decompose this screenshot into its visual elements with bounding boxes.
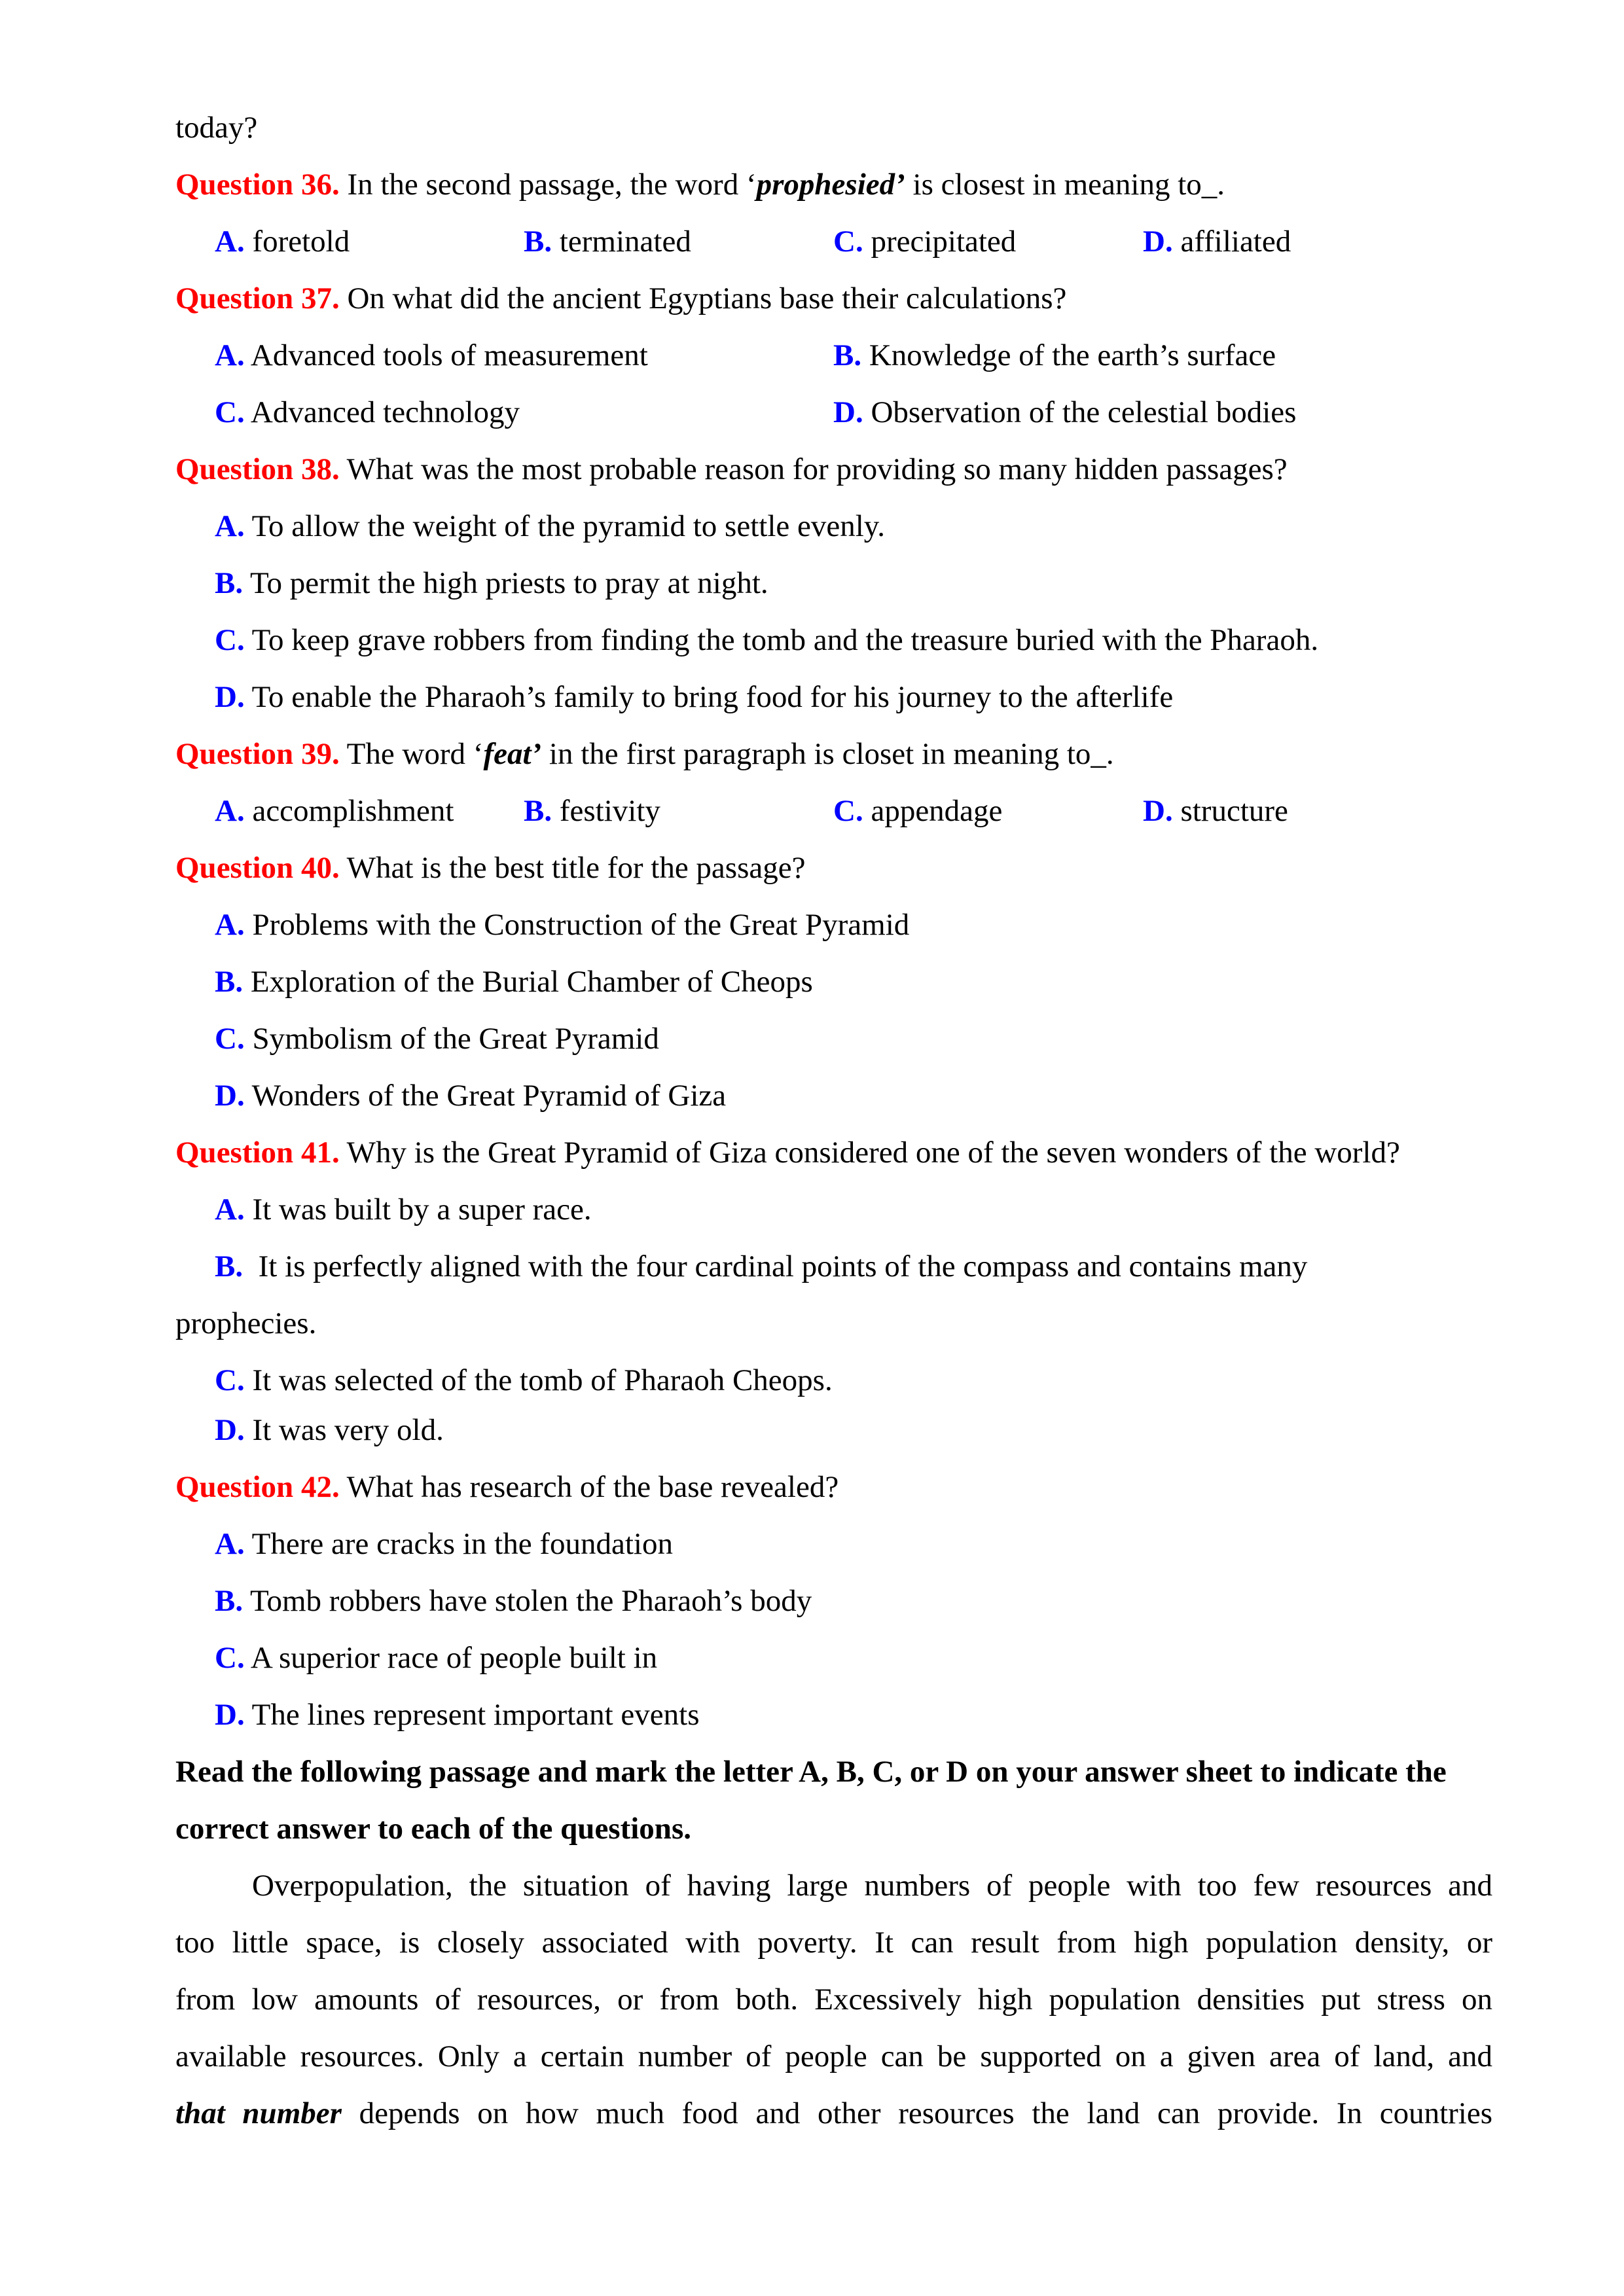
option-letter: A. — [215, 1193, 245, 1227]
option-text: Problems with the Construction of the Great Pyramid — [252, 908, 910, 942]
option-text: Advanced technology — [250, 395, 520, 429]
passage-line-5 — [175, 2094, 1492, 2133]
option-text: appendage — [871, 794, 1003, 828]
option-text-continuation: prophecies. — [175, 1306, 317, 1340]
option-b[interactable] — [215, 1581, 812, 1621]
question-label: Question 36. — [175, 168, 340, 202]
option-b[interactable] — [833, 336, 1276, 375]
option-text: It was built by a super race. — [252, 1193, 592, 1227]
passage-line-2: too little space, is closely associated with poverty. It can result from high population density, or — [175, 1926, 1492, 1960]
option-a[interactable] — [215, 507, 885, 546]
option-text: accomplishment — [252, 794, 454, 828]
option-text: To permit the high priests to pray at night. — [250, 566, 768, 600]
question-text-end: in the first paragraph is closet in meaning to_. — [541, 737, 1114, 771]
question-text: On what did the ancient Egyptians base their calculations? — [347, 281, 1067, 315]
option-c[interactable] — [215, 1361, 833, 1400]
question-label: Question 38. — [175, 452, 340, 486]
instructions-line-1: Read the following passage and mark the letter A, B, C, or D on your answer sheet to indicate the — [175, 1755, 1447, 1789]
option-d[interactable] — [215, 1695, 700, 1734]
option-a[interactable] — [215, 222, 350, 261]
option-letter: D. — [215, 1698, 245, 1732]
option-text: To enable the Pharaoh’s family to bring food for his journey to the afterlife — [251, 680, 1174, 714]
option-letter: A. — [215, 509, 245, 543]
emphasized-phrase: that number — [175, 2096, 342, 2130]
option-letter: C. — [215, 1363, 245, 1397]
option-text: It was very old. — [252, 1413, 444, 1447]
question-36-options — [0, 222, 1624, 261]
option-d[interactable] — [833, 393, 1296, 432]
question-text: In the second passage, the word ‘ — [347, 168, 757, 202]
option-a[interactable] — [215, 791, 454, 831]
option-text: Observation of the celestial bodies — [871, 395, 1297, 429]
question-label: Question 37. — [175, 281, 340, 315]
option-c[interactable] — [215, 620, 1318, 660]
question-text-end: is closest in meaning to_. — [905, 168, 1225, 202]
emphasized-word: feat’ — [483, 737, 542, 771]
option-d[interactable] — [215, 677, 1173, 717]
option-c[interactable] — [833, 222, 1016, 261]
option-letter: D. — [1143, 224, 1173, 259]
question-label: Question 39. — [175, 737, 340, 771]
option-letter: A. — [215, 908, 245, 942]
option-b[interactable] — [215, 564, 768, 603]
option-text: It is perfectly aligned with the four cardinal points of the compass and contains many — [250, 1249, 1308, 1283]
option-c[interactable] — [215, 1638, 657, 1677]
question-label: Question 41. — [175, 1136, 340, 1170]
question-text: Why is the Great Pyramid of Giza considered one of the seven wonders of the world? — [346, 1136, 1400, 1170]
passage-line-4: available resources. Only a certain number of people can be supported on a given area of land, and — [175, 2039, 1492, 2073]
option-letter: D. — [1143, 794, 1173, 828]
question-text: What has research of the base revealed? — [346, 1470, 839, 1504]
passage-line-5-rest: depends on how much food and other resources the land can provide. In countries — [341, 2096, 1493, 2130]
option-letter: B. — [215, 1584, 244, 1618]
carryover-text — [175, 108, 257, 147]
option-letter: D. — [215, 1413, 245, 1447]
option-text: It was selected of the tomb of Pharaoh Cheops. — [252, 1363, 833, 1397]
option-text: terminated — [559, 224, 691, 259]
option-letter: B. — [524, 224, 552, 259]
question-text: The word ‘ — [346, 737, 484, 771]
option-letter: B. — [215, 965, 244, 999]
option-text: Exploration of the Burial Chamber of Cheops — [250, 965, 813, 999]
option-letter: A. — [215, 1527, 245, 1561]
option-text: Symbolism of the Great Pyramid — [252, 1022, 659, 1056]
option-text: To allow the weight of the pyramid to settle evenly. — [251, 509, 885, 543]
option-text: Advanced tools of measurement — [250, 338, 648, 372]
option-text: Knowledge of the earth’s surface — [869, 338, 1276, 372]
carryover-word: today? — [175, 111, 258, 145]
question-37-stem — [175, 279, 1066, 318]
option-b[interactable] — [524, 222, 691, 261]
option-d[interactable] — [1143, 791, 1288, 831]
option-c[interactable] — [215, 1019, 659, 1058]
question-label: Question 42. — [175, 1470, 340, 1504]
option-text: foretold — [252, 224, 350, 259]
option-letter: C. — [215, 395, 245, 429]
option-letter: D. — [215, 680, 245, 714]
option-b[interactable] — [215, 962, 813, 1001]
option-text: Tomb robbers have stolen the Pharaoh’s body — [250, 1584, 812, 1618]
option-d[interactable] — [1143, 222, 1291, 261]
option-a[interactable] — [215, 336, 648, 375]
option-letter: D. — [833, 395, 863, 429]
option-text: Wonders of the Great Pyramid of Giza — [251, 1079, 727, 1113]
question-42-stem — [175, 1467, 839, 1507]
option-text: affiliated — [1180, 224, 1291, 259]
question-39-options — [0, 791, 1624, 831]
option-letter: C. — [215, 1641, 245, 1675]
option-letter: B. — [524, 794, 552, 828]
option-letter: B. — [215, 1249, 244, 1283]
option-text: A superior race of people built in — [250, 1641, 658, 1675]
option-text: structure — [1180, 794, 1288, 828]
question-39-stem — [175, 734, 1114, 774]
option-letter: C. — [833, 224, 863, 259]
instructions-line-2: correct answer to each of the questions. — [175, 1812, 691, 1846]
option-c[interactable] — [833, 791, 1002, 831]
option-d[interactable] — [215, 1076, 726, 1115]
emphasized-word: prophesied’ — [756, 168, 905, 202]
question-37-options-row1 — [0, 336, 1624, 375]
option-letter: C. — [833, 794, 863, 828]
option-a[interactable] — [215, 1190, 592, 1229]
option-letter: C. — [215, 623, 245, 657]
option-letter: A. — [215, 794, 245, 828]
option-b[interactable] — [215, 1247, 1307, 1286]
option-letter: A. — [215, 224, 245, 259]
option-text: precipitated — [871, 224, 1017, 259]
question-37-options-row2 — [0, 393, 1624, 432]
question-41-stem — [175, 1133, 1400, 1172]
question-38-stem — [175, 450, 1288, 489]
question-40-stem — [175, 848, 805, 888]
option-letter: D. — [215, 1079, 245, 1113]
option-c[interactable] — [215, 393, 520, 432]
question-36-stem — [175, 165, 1225, 204]
option-letter: B. — [215, 566, 244, 600]
option-text: There are cracks in the foundation — [251, 1527, 673, 1561]
option-text: To keep grave robbers from finding the tomb and the treasure buried with the Pharaoh. — [251, 623, 1319, 657]
option-letter: A. — [215, 338, 245, 372]
passage-line-1: Overpopulation, the situation of having large numbers of people with too few resources and — [252, 1869, 1492, 1903]
option-letter: C. — [215, 1022, 245, 1056]
question-text: What is the best title for the passage? — [346, 851, 806, 885]
option-b-continuation[interactable] — [175, 1304, 316, 1343]
option-a[interactable] — [215, 905, 909, 944]
question-text: What was the most probable reason for providing so many hidden passages? — [346, 452, 1288, 486]
option-a[interactable] — [215, 1524, 673, 1564]
option-letter: B. — [833, 338, 862, 372]
question-label: Question 40. — [175, 851, 340, 885]
option-b[interactable] — [524, 791, 660, 831]
option-d[interactable] — [215, 1410, 444, 1450]
option-text: The lines represent important events — [251, 1698, 700, 1732]
passage-line-3: from low amounts of resources, or from both. Excessively high population densities put stress on — [175, 1982, 1492, 2017]
option-text: festivity — [559, 794, 660, 828]
